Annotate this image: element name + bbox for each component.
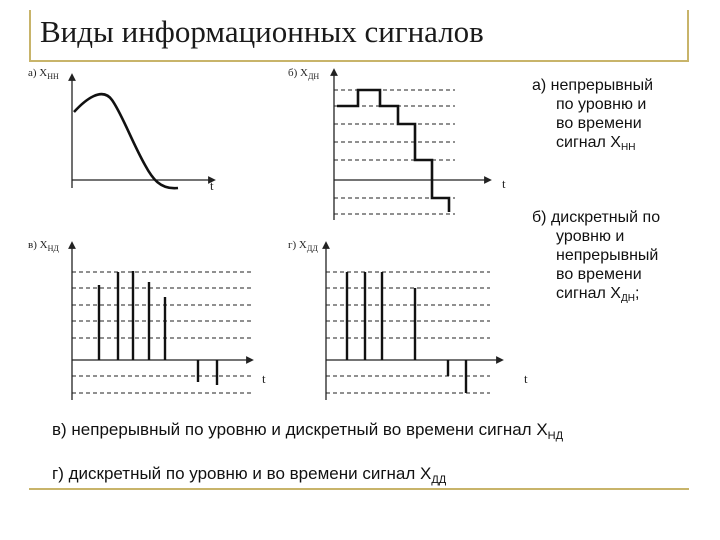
- description-b-line-2: уровню и: [556, 228, 625, 245]
- description-a-line-1: а) непрерывный: [532, 77, 654, 94]
- description-b-line-4: во времени: [556, 266, 642, 283]
- bottom-rule: [29, 488, 689, 490]
- graph-b-step-curve: [337, 90, 449, 212]
- graph-g-label: г) $X_{ДД}$: [288, 239, 318, 253]
- graph-g-pulses: [347, 272, 466, 393]
- graph-a-t-label: t: [210, 178, 214, 193]
- graph-b: [288, 67, 506, 220]
- description-a-line-2: по уровню и: [556, 96, 647, 113]
- description-b: [532, 208, 712, 308]
- description-v: в) непрерывный по уровню и дискретный во времени сигнал $X_{НД}$: [52, 420, 564, 442]
- description-b-line-3: непрерывный: [556, 247, 659, 264]
- graph-a-label: а) $X_{НН}$: [28, 67, 59, 81]
- graph-g-t-label: t: [524, 371, 528, 386]
- graph-b-levels: [334, 90, 455, 214]
- graph-v-label: в) $X_{НД}$: [28, 239, 59, 253]
- description-b-line-1: б) дискретный по: [532, 209, 661, 226]
- description-a: [532, 76, 712, 157]
- description-a-line-3: во времени: [556, 115, 642, 132]
- graph-g: [288, 239, 528, 400]
- graph-a: [28, 67, 214, 193]
- graph-v-t-label: t: [262, 371, 266, 386]
- graph-v: [28, 239, 266, 400]
- description-a-line-4: сигнал $X_{НН}$: [556, 134, 636, 153]
- graph-a-curve: [74, 94, 178, 188]
- description-b-line-5: сигнал $X_{ДН}$;: [556, 285, 640, 304]
- description-g: г) дискретный по уровню и во времени сигнал $X_{ДД}$: [52, 464, 447, 486]
- graph-b-t-label: t: [502, 176, 506, 191]
- page-title: Виды информационных сигналов: [40, 14, 484, 49]
- graph-b-label: б) $X_{ДН}$: [288, 67, 320, 81]
